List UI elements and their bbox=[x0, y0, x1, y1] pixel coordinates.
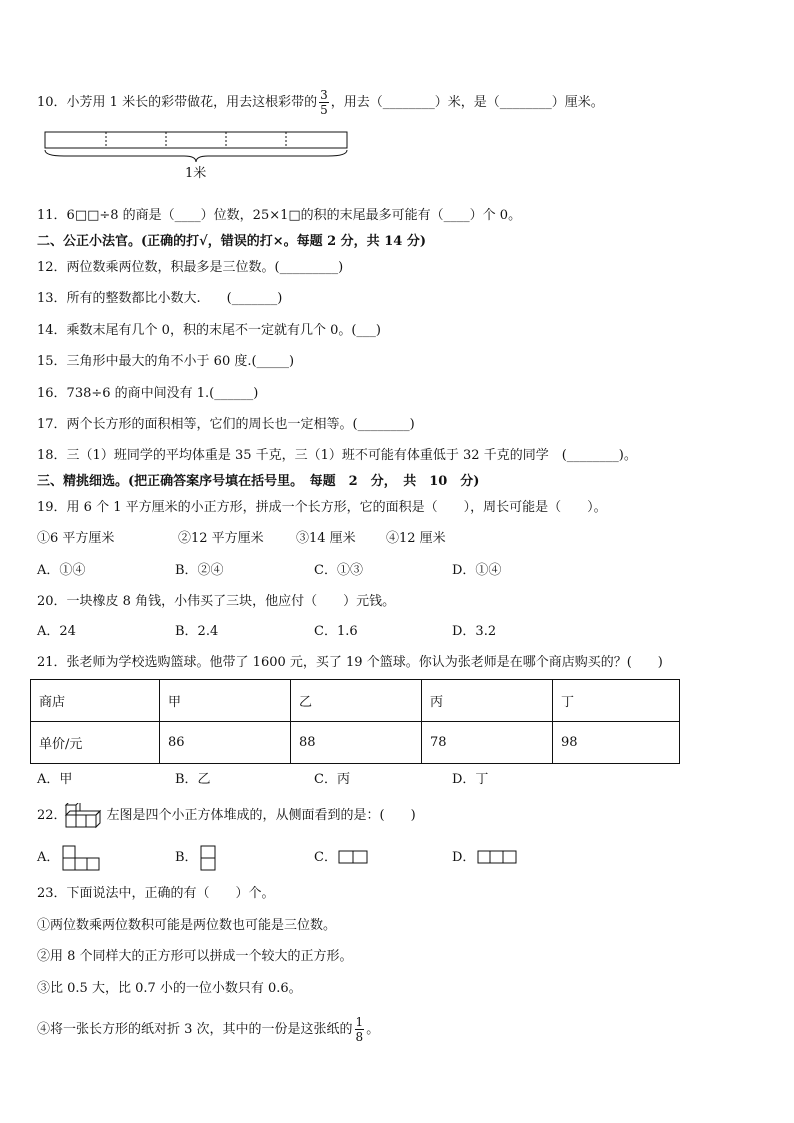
question-14: 14．乘数末尾有几个 0，积的末尾不一定就有几个 0。(___) bbox=[37, 323, 381, 338]
cube-stack-figure bbox=[64, 803, 106, 829]
question-20: 20．一块橡皮 8 角钱，小伟买了三块，他应付（ ）元钱。 bbox=[37, 594, 396, 609]
q23-statement-4: ④将一张长方形的纸对折 3 次，其中的一份是这张纸的 $\frac{1}{8}$ 。 bbox=[37, 1015, 380, 1044]
q10-text-after: ，用去（________）米，是（________）厘米。 bbox=[330, 95, 604, 110]
q19-option-b: B．②④ bbox=[175, 563, 224, 578]
q22-option-d: D． bbox=[452, 850, 476, 865]
table-row bbox=[31, 680, 680, 722]
table-cell: 商店 bbox=[31, 680, 160, 722]
q22-option-c: C． bbox=[314, 850, 337, 865]
q19-item: ②12 平方厘米 bbox=[178, 531, 264, 546]
q19-option-a: A．①④ bbox=[37, 563, 86, 578]
q21-option-c: C．丙 bbox=[314, 772, 350, 787]
question-13: 13．所有的整数都比小数大. (_______) bbox=[37, 291, 283, 306]
q10-fraction: $\frac{3}{5}$ bbox=[320, 88, 328, 117]
section-3-heading: 三、精挑细选。(把正确答案序号填在括号里。 每题 2 分， 共 10 分) bbox=[37, 474, 480, 489]
q23-statement-2: ②用 8 个同样大的正方形可以拼成一个较大的正方形。 bbox=[37, 949, 353, 964]
q22-number: 22． bbox=[37, 808, 67, 823]
q22-stem: 左图是四个小正方体堆成的，从侧面看到的是：( ) bbox=[106, 808, 416, 823]
q23-statement-1: ①两位数乘两位数积可能是两位数也可能是三位数。 bbox=[37, 918, 337, 933]
q22-option-b: B． bbox=[175, 850, 198, 865]
q21-option-b: B．乙 bbox=[175, 772, 211, 787]
table-cell: 单价/元 bbox=[31, 722, 160, 764]
question-17: 17．两个长方形的面积相等，它们的周长也一定相等。(________) bbox=[37, 417, 415, 432]
table-row bbox=[31, 722, 680, 764]
question-23: 23．下面说法中，正确的有（ ）个。 bbox=[37, 886, 275, 901]
question-18: 18．三（1）班同学的平均体重是 35 千克，三（1）班不可能有体重低于 32 千克的同学 (________)。 bbox=[37, 448, 637, 463]
table-cell: 86 bbox=[160, 722, 291, 764]
q19-option-d: D．①④ bbox=[452, 563, 502, 578]
q23-fraction: $\frac{1}{8}$ bbox=[355, 1015, 364, 1044]
ribbon-label: 1米 bbox=[185, 166, 207, 181]
question-16: 16．738÷6 的商中间没有 1.(______) bbox=[37, 386, 259, 401]
question-11: 11．6□□÷8 的商是（____）位数，25×1□的积的末尾最多可能有（____）个 0。 bbox=[37, 208, 522, 223]
q19-item: ①6 平方厘米 bbox=[37, 531, 115, 546]
q21-option-a: A．甲 bbox=[37, 772, 73, 787]
question-15: 15．三角形中最大的角不小于 60 度.(_____) bbox=[37, 354, 295, 369]
q20-option-c: C．1.6 bbox=[314, 624, 358, 639]
q19-item: ④12 厘米 bbox=[386, 531, 446, 546]
q20-option-a: A．24 bbox=[37, 624, 76, 639]
table-cell: 78 bbox=[422, 722, 553, 764]
table-cell: 丁 bbox=[553, 680, 680, 722]
option-d-shape bbox=[477, 850, 517, 864]
q20-option-b: B．2.4 bbox=[175, 624, 219, 639]
q19-item: ③14 厘米 bbox=[296, 531, 356, 546]
price-table bbox=[30, 679, 680, 764]
q20-option-d: D．3.2 bbox=[452, 624, 497, 639]
q21-option-d: D．丁 bbox=[452, 772, 489, 787]
q10-text-before: 10．小芳用 1 米长的彩带做花，用去这根彩带的 bbox=[37, 95, 318, 110]
q23-statement-3: ③比 0.5 大，比 0.7 小的一位小数只有 0.6。 bbox=[37, 981, 302, 996]
table-cell: 88 bbox=[291, 722, 422, 764]
table-cell: 丙 bbox=[422, 680, 553, 722]
section-2-heading: 二、公正小法官。(正确的打√，错误的打×。每题 2 分，共 14 分) bbox=[37, 234, 426, 249]
option-c-shape bbox=[338, 850, 368, 864]
question-12: 12．两位数乘两位数，积最多是三位数。(_________) bbox=[37, 260, 344, 275]
q22-option-a: A． bbox=[37, 850, 60, 865]
option-a-shape bbox=[62, 845, 100, 871]
table-cell: 甲 bbox=[160, 680, 291, 722]
table-cell: 98 bbox=[553, 722, 680, 764]
question-10 bbox=[37, 88, 604, 117]
question-21: 21．张老师为学校选购篮球。他带了 1600 元，买了 19 个篮球。你认为张老师是在哪个商店购买的？( ) bbox=[37, 655, 663, 670]
q19-option-c: C．①③ bbox=[314, 563, 363, 578]
question-19: 19．用 6 个 1 平方厘米的小正方形，拼成一个长方形，它的面积是（ ），周长可能是（ ）。 bbox=[37, 500, 607, 515]
table-cell: 乙 bbox=[291, 680, 422, 722]
option-b-shape bbox=[200, 845, 216, 871]
